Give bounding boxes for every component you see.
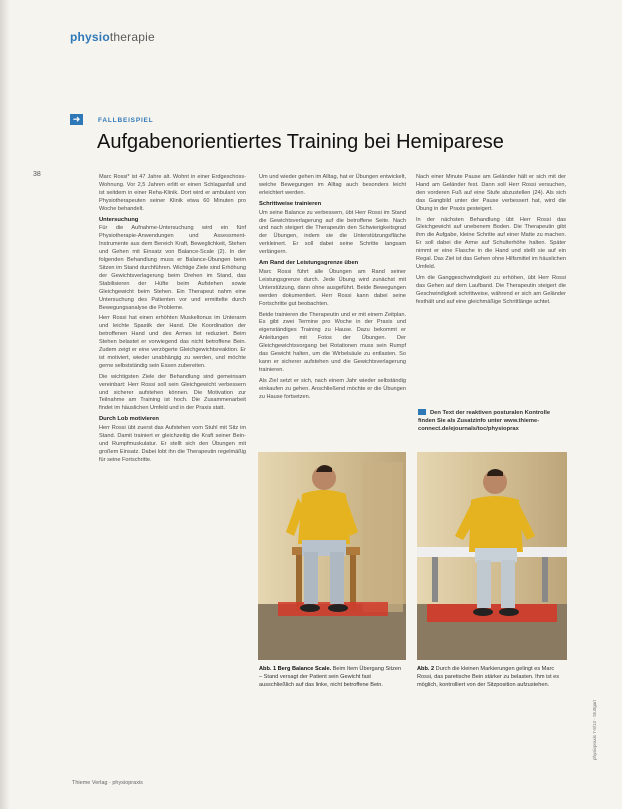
article-kicker: FALLBEISPIEL <box>98 117 154 124</box>
section-heading: Schrittweise trainieren <box>259 200 322 207</box>
magazine-header <box>70 30 155 44</box>
paragraph: Herr Rossi übt zuerst das Aufstehen vom Stuhl mit Sitz im Stand. Damit trainiert er gleichzeitig die Kraft seiner Bein- und Rumpfmuskulatur. Er stellt sich den Übungen mit großem Einsatz. Dabei lobt ihn die Therapeutin regelmäßig für seine Fortschritte. <box>99 425 246 463</box>
paragraph: In der nächsten Behandlung übt Herr Rossi das Gleichgewicht auf unebenem Boden. Die Therapeutin gibt ihm die Aufgabe, kleine Schritte auf einer Matte zu machen. Er soll dabei die Arme auf Schulterhöhe halten. Später nimmt er eine Flasche in die Hand und stellt sie auf ein Regal. Das Ziel ist das Gehen ohne Hilfsmittel im häuslichen Umfeld. <box>416 216 566 270</box>
page-gutter-shadow <box>0 0 10 809</box>
brand-part-therapie: therapie <box>109 30 155 44</box>
paragraph: Marc Rossi führt alle Übungen am Rand seiner Leistungsgrenze durch. Jede Übung wird zunächst mit Unterstützung, dann ohne ausgeführt. Beide Bewegungen werden dokumentiert. Herr Rossi kann dabei seine Fortschritte gut beobachten. <box>259 268 406 307</box>
caption-label: Abb. 2 <box>417 666 435 672</box>
paragraph: Um seine Balance zu verbessern, übt Herr Rossi im Stand die Gewichtsverlagerung auf die betroffene Seite. Nach und nach steigert die Therapeutin den Schwierigkeitsgrad der Übungen, indem sie die Unterstützungsfläche verkleinert. Er soll dabei seine Schritte langsam verlängern. <box>259 209 406 256</box>
paragraph: Für die Aufnahme-Untersuchung wird ein fünf Physiotherapie-Anwendungen und Assessment-Instrumente aus dem Bereich Kraft, Beweglichkeit, Stehen und Gehen mit Einsatz von Balance-Scale (2). In der folgenden Behandlung muss er Balance-Übungen beim Sitzen im Stand durchführen. Wichtige Ziele sind Erhöhung der Gewichtsverlagerung beim Drehen im Stand, das Stabilisieren der Hüfte beim Aufstehen sowie Gleichgewicht beim Stehen. Ein Therapeut nahm eine Untersuchung des Patienten vor und ermittelte durch Bewegungsanalyse die Probleme. <box>99 225 246 311</box>
page-footer: Thieme Verlag · physiopraxis <box>72 780 143 786</box>
paragraph: Als Ziel setzt er sich, nach einem Jahr wieder selbständig einkaufen zu gehen. Anschließend möchte er die Übungen zu Hause fortsetzen. <box>259 377 406 400</box>
online-note <box>418 409 568 433</box>
caption-text: Durch die kleinen Markierungen gelingt es Marc Rossi, das paretische Bein stärker zu belasten. Ihm ist es möglich, kontrolliert von der Sitzposition aufzustehen. <box>417 666 560 688</box>
text-column-2 <box>259 174 406 404</box>
text-column-1 <box>99 174 246 468</box>
paragraph: Herr Rossi hat einen erhöhten Muskeltonus im Unterarm und leichte Spastik der Hand. Die Koordination der betroffenen Hand und des Armes ist reduziert. Beim Stehen belastet er vorwiegend das nicht betroffene Bein. Zudem zeigt er eine verzögerte Gleichgewichtsreaktion. Er ist motiviert, wieder unabhängig zu werden, und möchte gerne selbstständig sein Essen zubereiten. <box>99 315 246 369</box>
section-heading: Durch Lob motivieren <box>99 416 159 423</box>
photo-patient-standing <box>417 452 567 660</box>
note-text: Den Text der reaktiven posturalen Kontrolle finden Sie als Zusatzinfo unter www.thieme-connect.de/ejournals/toc/physioprax <box>418 410 551 432</box>
section-heading: Am Rand der Leistungsgrenze üben <box>259 260 359 267</box>
photo-illustration <box>417 452 567 660</box>
photo-patient-sitting <box>258 452 406 660</box>
brand-part-physio: physio <box>70 30 110 44</box>
caption-text: Beim Item Übergang Sitzen – Stand versagt der Patient sein Gewicht fast ausschließlich auf das linke, nicht betroffene Bein. <box>259 666 402 688</box>
figure-caption-2 <box>417 666 567 689</box>
paragraph: Um und wieder gehen im Alltag, hat er Übungen entwickelt, welche Bewegungen im Alltag auch besonders leicht erleichtert werden. <box>259 174 406 196</box>
page-number: 38 <box>33 171 41 178</box>
section-heading: Untersuchung <box>99 216 139 223</box>
paragraph: Beide trainieren die Therapeutin und er mit einem Zeitplan. Es gibt zwei Termine pro Woche in der Praxis und eigenständiges Training zu Hause. Dazu bekommt er Anleitungen mit Fotos der Übungen. Der Gleichgewichtsvorgang bei Rotationen muss sein Rumpf das Gewicht halten, um die Wirbelsäule zu entlasten. So kann er sicherer aufstehen und die Gewichtsverlagerung trainieren. <box>259 311 406 373</box>
text-column-3 <box>416 174 566 310</box>
article-title: Aufgabenorientiertes Training bei Hemiparese <box>97 131 504 153</box>
caption-label: Abb. 1 Berg Balance Scale. <box>259 666 332 672</box>
info-box-icon <box>418 409 426 415</box>
paragraph: Um die Ganggeschwindigkeit zu erhöhen, übt Herr Rossi das Gehen auf dem Laufband. Die Therapeutin steigert die Geschwindigkeit schrittweise, während er sich am Geländer festhält und auf eine gleichmäßige Schrittlänge achtet. <box>416 274 566 305</box>
paragraph: Die wichtigsten Ziele der Behandlung sind gemeinsam vereinbart: Herr Rossi soll sein Gleichgewicht verbessern und sicherer aufstehen können. Die Motivation zur Teilnahme am Training ist hoch. Die Zusammenarbeit findet im häuslichen Umfeld und in der Praxis statt. <box>99 373 246 412</box>
paragraph: Marc Rossi* ist 47 Jahre alt. Wohnt in einer Erdgeschoss-Wohnung. Vor 2,5 Jahren erlitt er einen Schlaganfall und ist seitdem in einer Reha-Klinik. Dort wird er ambulant von Physiotherapeuten seiner Klinik etwa 60 Minuten pro Woche behandelt. <box>99 174 246 212</box>
side-issue-text: physiopraxis 7-8/13 · Stuttgart <box>592 699 597 760</box>
paragraph: Nach einer Minute Pause am Geländer hält er sich mit der Hand am Geländer fest. Dann soll Herr Rossi versuchen, den vorderen Fuß auf eine Stufe abzustellen (24). Als sich das Gangbild unter der Pause verbessert hat, wird die Übung in der Praxis gesteigert. <box>416 174 566 212</box>
figure-caption-1 <box>259 666 405 689</box>
photo-illustration <box>258 452 406 660</box>
arrow-right-icon: ➜ <box>70 114 83 125</box>
